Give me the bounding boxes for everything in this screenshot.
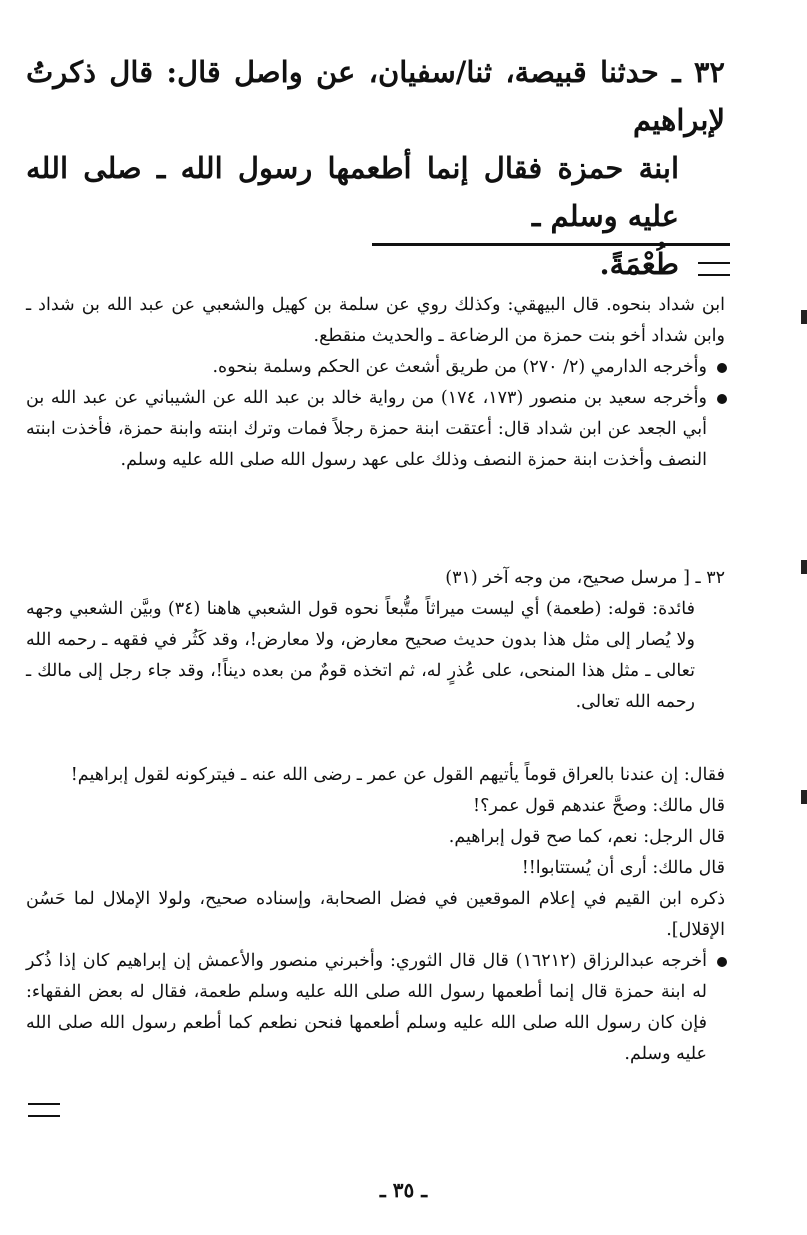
hadith-line: ابنة حمزة فقال إنما أطعمها رسول الله ـ صلى الله عليه وسلم ـ	[26, 151, 679, 233]
margin-tick-mark	[801, 560, 807, 574]
footnote-bullet-item: وأخرجه سعيد بن منصور (١٧٣، ١٧٤) من رواية خالد بن عبد الله عن الشيباني عن عبد الله بن أبي الجعد عن ابن شداد قال: أعتقت ابنة حمزة رجلاً فمات وترك ابنته وابنة حمزة، فأخذت ابنته النصف وأخذت ابنة حمزة النصف وذلك على عهد رسول الله صلى الله عليه وسلم.	[26, 383, 725, 476]
footnote-block-anecdote	[26, 760, 725, 1070]
footnote-block-commentary	[26, 563, 725, 718]
footnote-paragraph: قال الرجل: نعم، كما صح قول إبراهيم.	[448, 827, 725, 847]
margin-tick-mark	[801, 790, 807, 804]
footnote-paragraph: ذكره ابن القيم في إعلام الموقعين في فضل الصحابة، وإسناده صحيح، ولولا الإملال لما حَسُن الإقلال].	[26, 889, 725, 940]
double-rule-mark	[28, 1103, 60, 1117]
footnote-separator-line	[372, 243, 730, 246]
footnote-paragraph: قال مالك: أرى أن يُستتابوا!!	[521, 858, 725, 878]
footnote-paragraph: ابن شداد بنحوه. قال البيهقي: وكذلك روي عن سلمة بن كهيل والشعبي عن عبد الله بن شداد ـ وابن شداد أخو بنت حمزة من الرضاعة ـ والحديث منقطع.	[26, 295, 725, 346]
hadith-line: ٣٢ ـ حدثنا قبيصة، ثنا/سفيان، عن واصل قال: قال ذكرتُ لإبراهيم	[26, 55, 725, 137]
footnote-heading: ٣٢ ـ [ مرسل صحيح، من وجه آخر (٣١)	[445, 568, 725, 588]
footnote-bullet-item: وأخرجه الدارمي (٢/ ٢٧٠) من طريق أشعث عن الحكم وسلمة بنحوه.	[26, 352, 725, 383]
footnote-paragraph: قال مالك: وصحَّ عندهم قول عمر؟!	[473, 796, 725, 816]
hadith-line: طُعْمَةً.	[599, 247, 679, 281]
page-number: ـ ٣٥ ـ	[379, 1178, 428, 1202]
footnote-paragraph: فقال: إن عندنا بالعراق قوماً يأتيهم القول عن عمر ـ رضى الله عنه ـ فيتركونه لقول إبراهيم!	[70, 765, 725, 785]
footnote-block-first	[26, 290, 725, 476]
footnote-bullet-item: أخرجه عبدالرزاق (١٦٢١٢) قال قال الثوري: وأخبرني منصور والأعمش إن إبراهيم كان إذا ذُكر له ابنة حمزة قال إنما أطعمها رسول الله صلى الله عليه وسلم طعمة، فقال له بعض الفقهاء: فإن كان رسول الله صلى الله عليه وسلم أطعمها فنحن نطعم كما أطعم رسول الله صلى الله عليه وسلم.	[26, 946, 725, 1070]
double-rule-mark	[698, 262, 730, 276]
margin-tick-mark	[801, 310, 807, 324]
hadith-text	[26, 48, 725, 288]
footnote-paragraph: فائدة: قوله: (طعمة) أي ليست ميراثاً متُّبعاً نحوه قول الشعبي هاهنا (٣٤) وبيَّن الشعبي وجهه ولا يُصار إلى مثل هذا بدون حديث صحيح معارض، ولا معارض!، وقد كَثُر في فقهه ـ رحمه الله تعالى ـ مثل هذا المنحى، على عُذرٍ له، ثم اتخذه قومٌ من بعده ديناً!، وقد جاء رجل إلى مالك ـ رحمه الله تعالى.	[26, 599, 695, 712]
